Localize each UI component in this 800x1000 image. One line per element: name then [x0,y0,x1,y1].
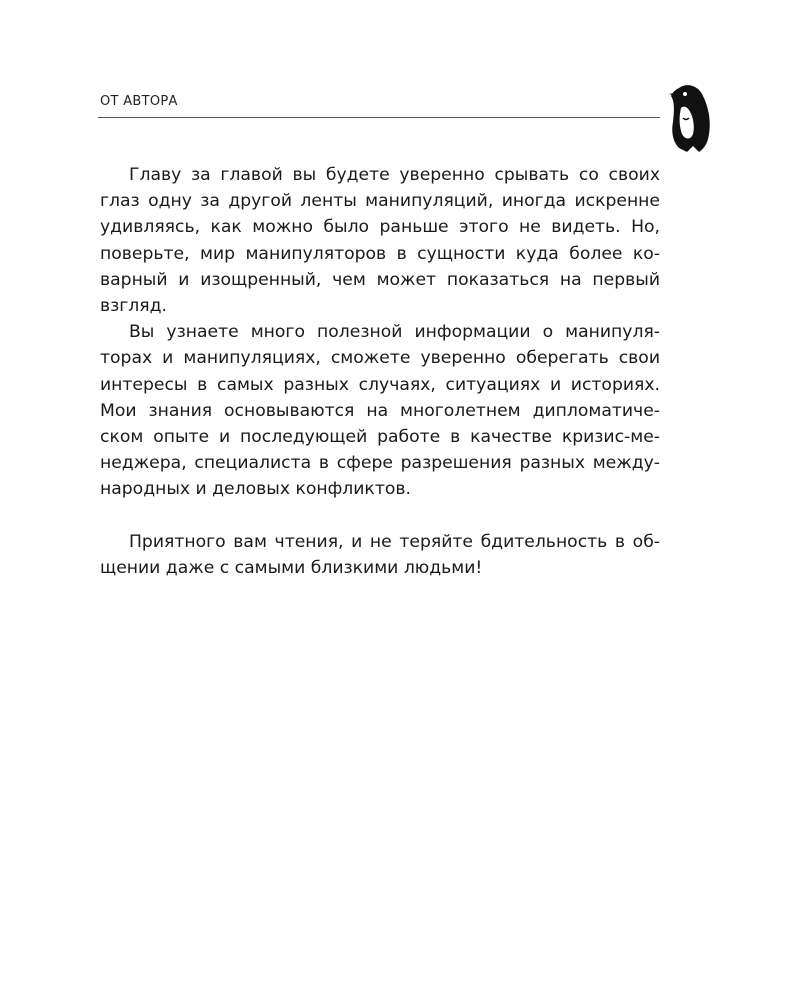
paragraph-2: Вы узнаете много полезной информации о манипуляторах и манипуляциях, сможете уверенно оберегать свои интересы в самых разных случаях, ситуациях и историях. Мои знания основываются на многолетнем дипломатическом опыте и последующей работе в качестве кризис-менеджера, специалиста в сфере разрешения разных международных и деловых конфликтов. [100,322,660,500]
main-text-block [100,162,660,581]
running-head-title: ОТ АВТОРА [100,94,178,109]
paragraph-1: Главу за главой вы будете уверенно срывать со своих глаз одну за другой ленты манипуляций, иногда искренне удивляясь, как можно было раньше этого не видеть. Но, поверьте, мир манипуляторов в сущности куда более коварный и изощренный, чем может показаться на первый взгляд. [100,165,660,317]
paragraph-3: Приятного вам чтения, и не теряйте бдительность в общении даже с самыми близкими людьми! [100,531,660,578]
header-divider [98,117,660,118]
penguin-eye [683,92,687,96]
penguin-logo-icon [665,82,711,154]
